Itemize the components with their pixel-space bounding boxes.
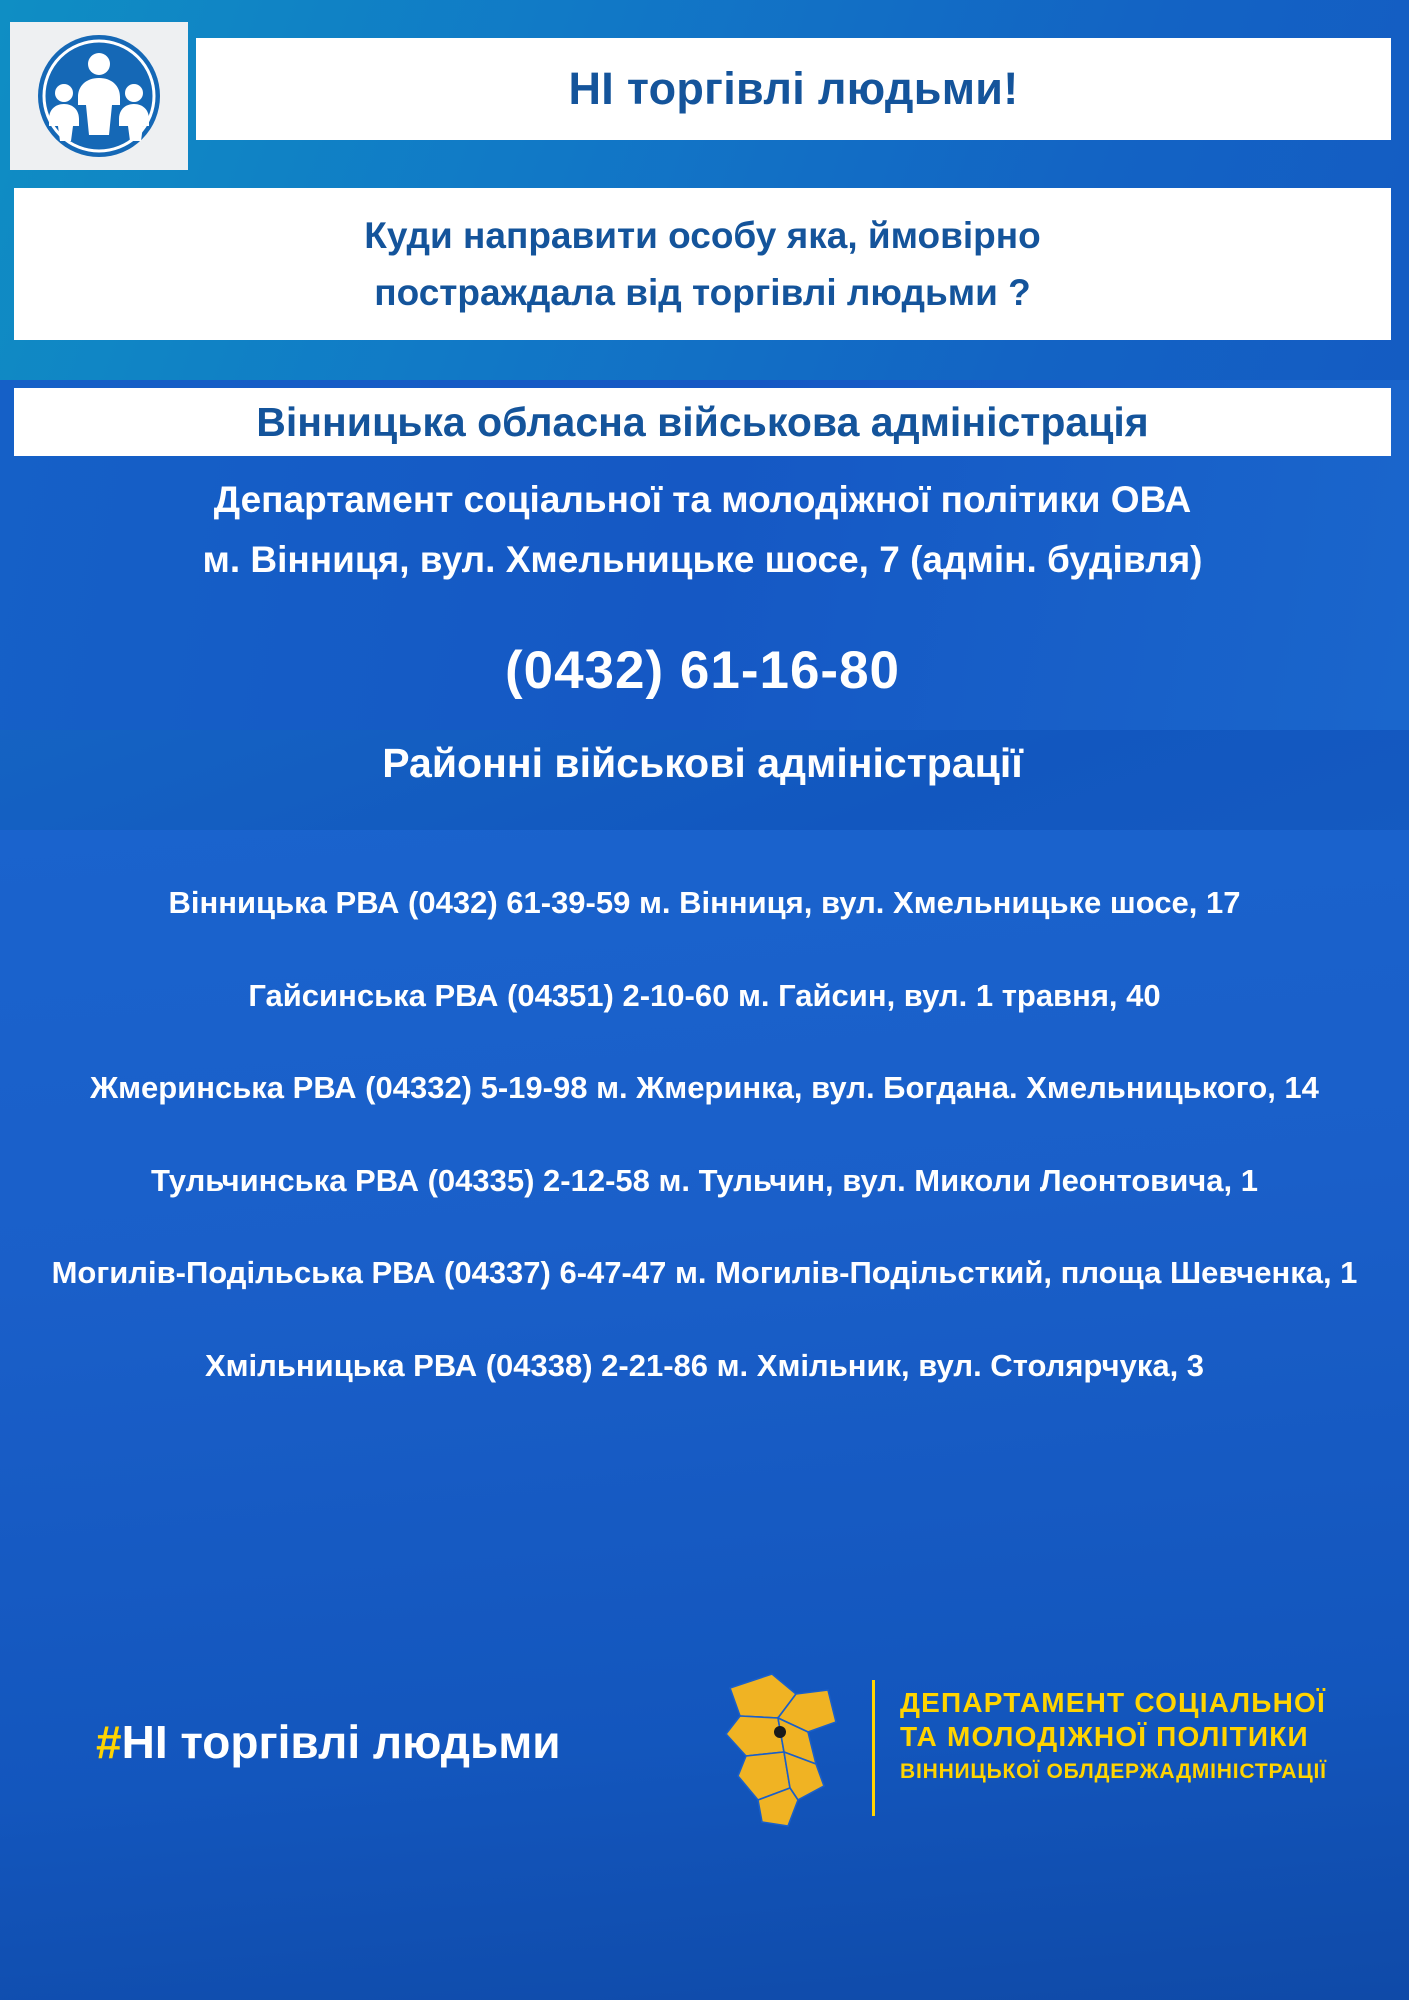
organization-details [14,470,1391,590]
department-line-3: ВІННИЦЬКОЇ ОБЛДЕРЖАДМІНІСТРАЦІЇ [900,1760,1327,1784]
department-emblem-icon [700,1660,860,1835]
department-credits [900,1686,1370,1784]
poster-title-bar [196,38,1391,140]
list-item: Могилів-Подільська РВА (04337) 6-47-47 м. Могилів-Подільсткий, площа Шевченка, 1 [51,1255,1358,1290]
organization-title-bar [14,388,1391,456]
list-item: Жмеринська РВА (04332) 5-19-98 м. Жмеринка, вул. Богдана. Хмельницького, 14 [90,1070,1319,1105]
people-circle-icon [34,31,164,161]
page-title: НІ торгівлі людьми! [568,63,1019,114]
hashtag-symbol: # [96,1716,122,1768]
region-map-icon [700,1660,860,1835]
list-item: Гайсинська РВА (04351) 2-10-60 м. Гайсин, вул. 1 травня, 40 [248,977,1161,1013]
organization-phone: (0432) 61-16-80 [504,641,901,700]
footer-divider [872,1680,875,1816]
campaign-hashtag [96,1715,561,1769]
list-item: Хмільницька РВА (04338) 2-21-86 м. Хмільник, вул. Столярчука, 3 [204,1347,1205,1383]
question-bar [14,188,1391,340]
district-admin-heading: Районні військові адміністрації [382,740,1023,786]
organization-department: Департамент соціальної та молодіжної політики ОВА [213,479,1192,520]
department-line-2: ТА МОЛОДІЖНОЇ ПОЛІТИКИ [900,1721,1309,1753]
question-line-2: постраждала від торгівлі людьми ? [374,272,1031,313]
organization-logo [10,22,188,170]
list-item: Вінницька РВА (0432) 61-39-59 м. Вінниця, вул. Хмельницьке шосе, 17 [168,885,1241,920]
question-line-1: Куди направити особу яка, ймовірно [364,214,1041,256]
organization-address: м. Вінниця, вул. Хмельницьке шосе, 7 (адмін. будівля) [202,538,1203,580]
list-item: Тульчинська РВА (04335) 2-12-58 м. Тульчин, вул. Миколи Леонтовича, 1 [150,1162,1258,1198]
organization-title: Вінницька обласна військова адміністрація [256,398,1149,445]
department-line-1: ДЕПАРТАМЕНТ СОЦІАЛЬНОЇ [900,1687,1326,1718]
district-admin-list [30,880,1379,1435]
hashtag-text: НІ торгівлі людьми [121,1716,561,1768]
